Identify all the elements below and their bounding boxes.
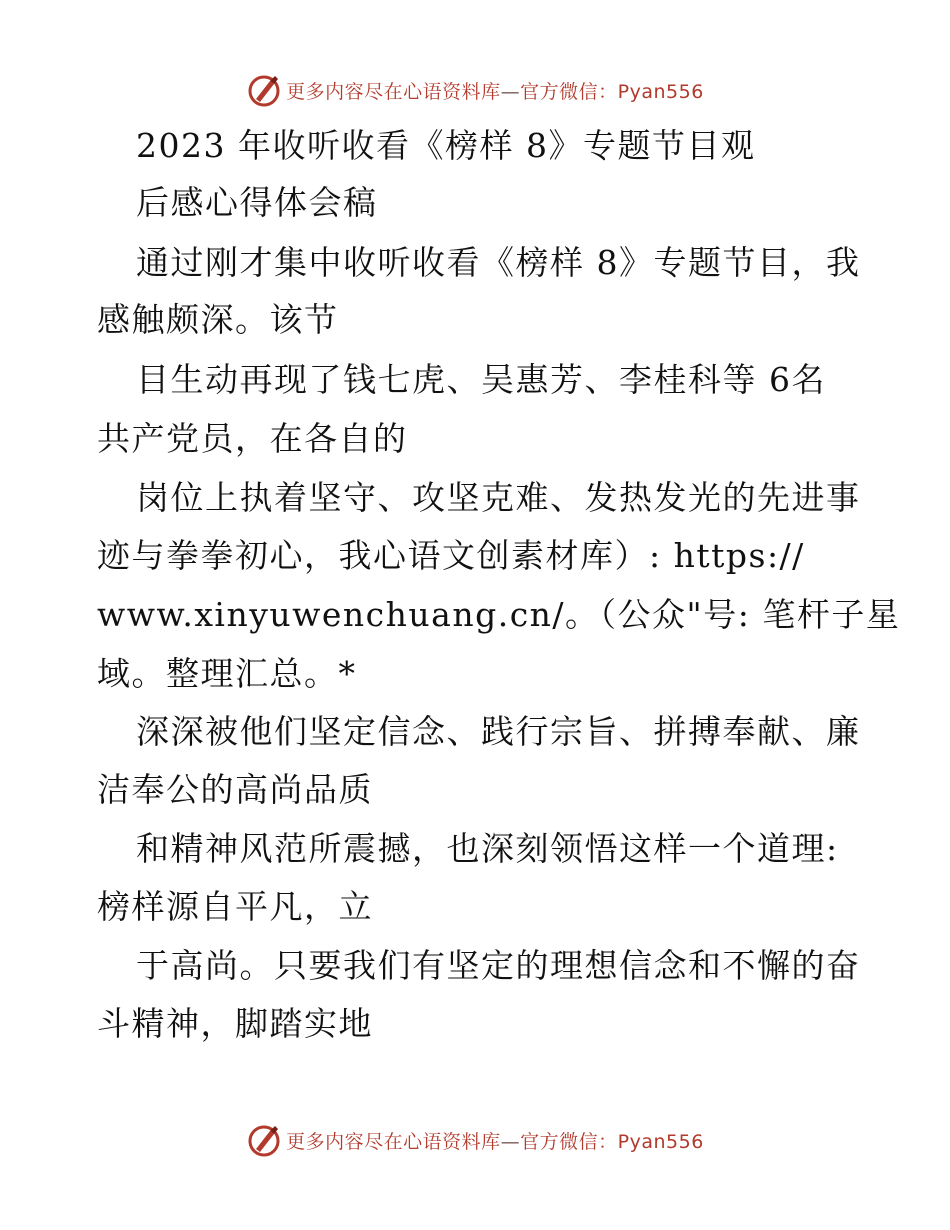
- footer-banner: [0, 1120, 950, 1160]
- doc-line: 于高尚。只要我们有坚定的理想信念和不懈的奋: [136, 946, 861, 985]
- header-banner: [0, 70, 950, 110]
- doc-line: 感触颇深。该节: [97, 300, 339, 339]
- doc-line: 通过刚才集中收听收看《榜样 8》专题节目，我: [136, 243, 861, 282]
- banner-text: [286, 1127, 704, 1154]
- doc-line: 2023 年收听收看《榜样 8》专题节目观: [136, 126, 756, 165]
- doc-line: 岗位上执着坚守、攻坚克难、发热发光的先进事: [136, 478, 861, 517]
- doc-line: 共产党员，在各自的: [97, 419, 408, 458]
- banner-title: 更多内容尽在心语资料库: [286, 80, 501, 103]
- doc-line: 域。整理汇总。*: [97, 654, 357, 693]
- doc-line: 深深被他们坚定信念、践行宗旨、拼搏奉献、廉: [136, 712, 861, 751]
- doc-line: 目生动再现了钱七虎、吴惠芳、李桂科等 6名: [136, 360, 826, 399]
- banner-text: [286, 77, 704, 104]
- doc-line: www.xinyuwenchuang.cn/。（公众"号: 笔杆子星: [97, 595, 901, 634]
- banner-title: 更多内容尽在心语资料库: [286, 1130, 501, 1153]
- banner-contact: 官方微信：Pyan556: [520, 1130, 704, 1153]
- banner-separator: —: [500, 80, 521, 103]
- doc-line: 洁奉公的高尚品质: [97, 770, 373, 809]
- doc-line: 后感心得体会稿: [136, 183, 378, 222]
- doc-line: 和精神风范所震撼，也深刻领悟这样一个道理:: [136, 829, 839, 868]
- pen-logo-icon: [246, 1122, 282, 1158]
- doc-line: 榜样源自平凡，立: [97, 887, 373, 926]
- banner-separator: —: [500, 1130, 521, 1153]
- doc-line: 迹与拳拳初心，我心语文创素材库）: https://: [97, 536, 805, 575]
- doc-line: 斗精神，脚踏实地: [97, 1004, 373, 1043]
- pen-logo-icon: [246, 72, 282, 108]
- banner-contact: 官方微信：Pyan556: [520, 80, 704, 103]
